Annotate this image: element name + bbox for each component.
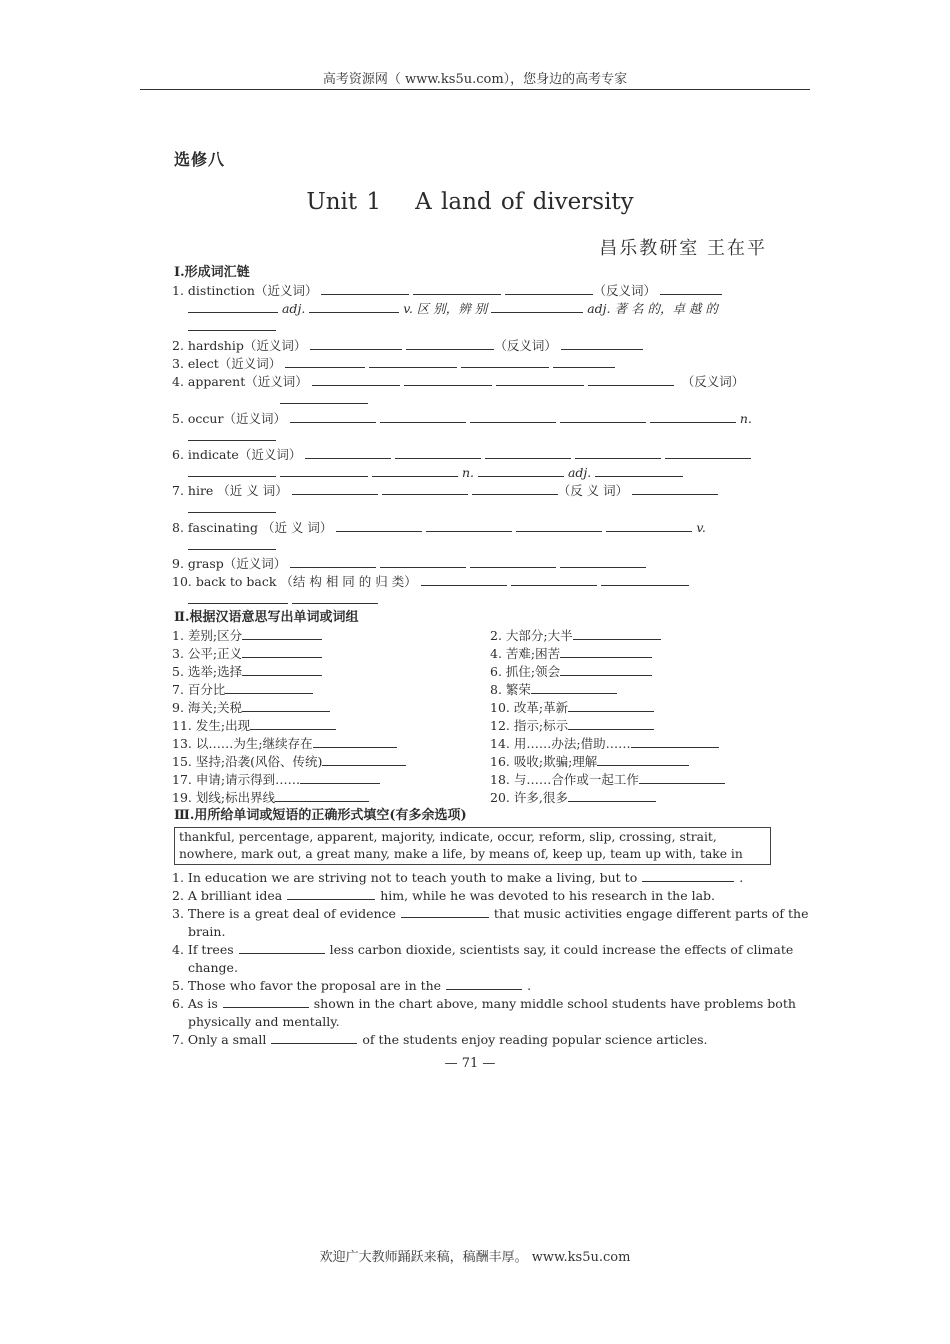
answer-blank xyxy=(561,338,643,350)
answer-blank xyxy=(372,465,458,477)
translation-item-label: 9. 海关;关税 xyxy=(172,700,243,715)
pos-adj-label: adj. xyxy=(567,465,592,480)
translation-item-label: 10. 改革;革新 xyxy=(490,700,569,715)
answer-blank xyxy=(401,906,489,918)
scanned-worksheet xyxy=(170,145,809,1080)
pos-verb-label: v. 区 别，辨 别 xyxy=(403,301,488,316)
answer-blank xyxy=(511,574,597,586)
vocab-item-5-head: 5. occur（近义词） xyxy=(172,411,286,426)
answer-blank xyxy=(250,718,336,730)
translation-item-label: 13. 以……为生;继续存在 xyxy=(172,736,313,751)
translation-item xyxy=(172,681,313,699)
sentence-item xyxy=(172,887,715,905)
answer-blank xyxy=(300,772,380,784)
pos-adj-meaning-label: adj. 著 名 的，卓 越 的 xyxy=(587,301,718,316)
answer-blank xyxy=(485,447,571,459)
answer-blank xyxy=(275,790,369,802)
answer-blank xyxy=(531,682,617,694)
translation-item xyxy=(490,645,652,663)
sentence-item xyxy=(172,995,796,1013)
vocab-item-3 xyxy=(172,355,615,373)
answer-blank xyxy=(380,411,466,423)
answer-blank xyxy=(560,556,646,568)
sentence-text-before: 6. As is xyxy=(172,996,218,1011)
answer-blank xyxy=(225,682,313,694)
pos-noun-label: n. xyxy=(461,465,474,480)
answer-blank xyxy=(575,447,661,459)
vocab-item-1 xyxy=(172,282,722,300)
vocab-item-4-head: 4. apparent（近义词） xyxy=(172,374,308,389)
translation-item xyxy=(490,663,652,681)
answer-blank xyxy=(601,574,689,586)
sentence-item xyxy=(172,941,793,959)
sentence-text-before: 7. Only a small xyxy=(172,1032,267,1047)
answer-blank xyxy=(242,664,322,676)
answer-blank xyxy=(280,465,368,477)
vocab-item-8 xyxy=(172,519,706,537)
answer-blank xyxy=(496,374,584,386)
answer-blank xyxy=(312,374,400,386)
translation-item xyxy=(490,735,719,753)
answer-blank xyxy=(380,556,466,568)
pos-verb-label: v. xyxy=(696,520,706,535)
translation-item xyxy=(172,789,369,807)
word-bank-box xyxy=(174,827,771,865)
translation-item-label: 2. 大部分;大半 xyxy=(490,628,573,643)
sentence-text-after: . xyxy=(527,978,532,993)
answer-blank xyxy=(336,520,422,532)
answer-blank xyxy=(188,319,276,331)
answer-blank xyxy=(470,411,556,423)
translation-item xyxy=(172,753,406,771)
translation-item xyxy=(172,663,322,681)
answer-blank xyxy=(287,888,375,900)
translation-item-label: 14. 用……办法;借助…… xyxy=(490,736,631,751)
translation-item xyxy=(172,717,336,735)
translation-item xyxy=(172,627,322,645)
answer-blank xyxy=(606,520,692,532)
sentence-text-before: 3. There is a great deal of evidence xyxy=(172,906,396,921)
antonym-label: （反义词） xyxy=(593,283,656,298)
answer-blank xyxy=(290,411,376,423)
answer-blank xyxy=(395,447,481,459)
sentence-text-before: 4. If trees xyxy=(172,942,234,957)
answer-blank xyxy=(285,356,365,368)
answer-blank xyxy=(478,465,564,477)
vocab-item-6 xyxy=(172,446,751,464)
sentence-item xyxy=(172,1031,707,1049)
section-1-title: Ⅰ.形成词汇链 xyxy=(174,265,250,280)
translation-item xyxy=(490,753,689,771)
sentence-text-after: of the students enjoy reading popular science articles. xyxy=(362,1032,708,1047)
vocab-item-9 xyxy=(172,555,646,573)
answer-blank xyxy=(322,754,406,766)
vocab-item-10-line-2 xyxy=(188,591,378,609)
vocab-item-2-head: 2. hardship（近义词） xyxy=(172,338,307,353)
answer-blank xyxy=(292,483,378,495)
vocab-item-9-head: 9. grasp（近义词） xyxy=(172,556,287,571)
pos-noun-label: n. xyxy=(739,411,752,426)
answer-blank xyxy=(188,592,288,604)
sentence-text-after: less carbon dioxide, scientists say, it could increase the effects of climate xyxy=(329,942,794,957)
answer-blank xyxy=(406,338,494,350)
translation-item xyxy=(490,789,656,807)
translation-item-label: 11. 发生;出现 xyxy=(172,718,251,733)
vocab-item-10 xyxy=(172,573,689,591)
word-bank-line: thankful, percentage, apparent, majority, indicate, occur, reform, slip, crossing, strait, xyxy=(179,830,717,844)
answer-blank xyxy=(470,556,556,568)
answer-blank xyxy=(188,538,276,550)
translation-item xyxy=(490,681,617,699)
sentence-continuation: physically and mentally. xyxy=(188,1014,340,1029)
answer-blank xyxy=(595,465,683,477)
translation-item xyxy=(172,771,380,789)
answer-blank xyxy=(242,628,322,640)
translation-item xyxy=(172,645,322,663)
answer-blank xyxy=(242,700,330,712)
sentence-item xyxy=(172,977,531,995)
answer-blank xyxy=(382,483,468,495)
answer-blank xyxy=(560,411,646,423)
answer-blank xyxy=(632,483,718,495)
sentence-text-before: 5. Those who favor the proposal are in the xyxy=(172,978,442,993)
translation-item-label: 16. 吸收;欺骗;理解 xyxy=(490,754,598,769)
answer-blank xyxy=(413,283,501,295)
translation-item-label: 8. 繁荣 xyxy=(490,682,531,697)
translation-item-label: 5. 选举;选择 xyxy=(172,664,243,679)
answer-blank xyxy=(642,870,734,882)
author-line: 昌乐教研室 王在平 xyxy=(599,238,767,259)
vocab-item-8-head: 8. fascinating （近 义 词） xyxy=(172,520,333,535)
answer-blank xyxy=(223,996,309,1008)
vocab-item-2 xyxy=(172,337,643,355)
sentence-continuation: change. xyxy=(188,960,238,975)
answer-blank xyxy=(491,301,583,313)
answer-blank xyxy=(516,520,602,532)
vocab-item-1-head: 1. distinction（近义词） xyxy=(172,283,318,298)
sentence-text-after: . xyxy=(739,870,744,885)
translation-item-label: 1. 差别;区分 xyxy=(172,628,243,643)
translation-item-label: 17. 申请;请示得到…… xyxy=(172,772,301,787)
answer-blank xyxy=(290,556,376,568)
answer-blank xyxy=(310,338,402,350)
translation-item xyxy=(490,699,654,717)
answer-blank xyxy=(305,447,391,459)
answer-blank xyxy=(597,754,689,766)
answer-blank xyxy=(650,411,736,423)
answer-blank xyxy=(665,447,751,459)
answer-blank xyxy=(188,465,276,477)
sentence-text-before: 2. A brilliant idea xyxy=(172,888,283,903)
pos-adj-label: adj. xyxy=(281,301,306,316)
answer-blank xyxy=(292,592,378,604)
translation-item-label: 19. 划线;标出界线 xyxy=(172,790,276,805)
vocab-item-1-line-2 xyxy=(188,300,718,318)
answer-blank xyxy=(271,1032,357,1044)
translation-item xyxy=(490,717,654,735)
book-label: 选修八 xyxy=(174,150,226,169)
translation-item-label: 6. 抓住;领会 xyxy=(490,664,561,679)
header-divider xyxy=(140,89,810,90)
answer-blank xyxy=(568,700,654,712)
answer-blank xyxy=(426,520,512,532)
answer-blank xyxy=(188,301,278,313)
translation-item xyxy=(172,699,330,717)
vocab-item-1-line-3 xyxy=(188,318,276,336)
word-bank-line: nowhere, mark out, a great many, make a life, by means of, keep up, team up with, take in xyxy=(179,847,743,861)
answer-blank xyxy=(505,283,593,295)
unit-number: Unit 1 xyxy=(306,189,382,215)
answer-blank xyxy=(369,356,457,368)
answer-blank xyxy=(472,483,558,495)
answer-blank xyxy=(568,790,656,802)
answer-blank xyxy=(461,356,549,368)
sentence-text-before: 1. In education we are striving not to teach youth to make a living, but to xyxy=(172,870,638,885)
answer-blank xyxy=(242,646,322,658)
translation-item-label: 20. 许多,很多 xyxy=(490,790,568,805)
answer-blank xyxy=(188,429,276,441)
translation-item-label: 12. 指示;标示 xyxy=(490,718,569,733)
answer-blank xyxy=(321,283,409,295)
translation-item-label: 7. 百分比 xyxy=(172,682,226,697)
section-2-title: Ⅱ.根据汉语意思写出单词或词组 xyxy=(174,610,359,625)
vocab-item-3-head: 3. elect（近义词） xyxy=(172,356,282,371)
answer-blank xyxy=(404,374,492,386)
answer-blank xyxy=(239,942,325,954)
page-number: — 71 — xyxy=(444,1056,496,1071)
unit-topic: A land of diversity xyxy=(415,189,634,215)
answer-blank xyxy=(309,301,399,313)
translation-item xyxy=(490,771,725,789)
answer-blank xyxy=(313,736,397,748)
answer-blank xyxy=(280,392,368,404)
sentence-item xyxy=(172,869,743,887)
answer-blank xyxy=(421,574,507,586)
translation-item-label: 4. 苦难;困苦 xyxy=(490,646,561,661)
vocab-item-7-line-2 xyxy=(188,500,276,518)
vocab-item-8-line-2 xyxy=(188,537,276,555)
translation-item-label: 18. 与……合作或一起工作 xyxy=(490,772,639,787)
answer-blank xyxy=(560,664,652,676)
answer-blank xyxy=(631,736,719,748)
answer-blank xyxy=(573,628,661,640)
vocab-item-6-line-2 xyxy=(188,464,683,482)
answer-blank xyxy=(568,718,654,730)
page-footer: 欢迎广大教师踊跃来稿，稿酬丰厚。 www.ks5u.com xyxy=(319,1250,631,1265)
antonym-label: （反义词） xyxy=(494,338,557,353)
translation-item xyxy=(172,735,397,753)
answer-blank xyxy=(553,356,615,368)
sentence-text-after: shown in the chart above, many middle school students have problems both xyxy=(313,996,796,1011)
answer-blank xyxy=(446,978,522,990)
translation-item-label: 3. 公平;正义 xyxy=(172,646,243,661)
vocab-item-4-line-2 xyxy=(280,391,368,409)
vocab-item-4 xyxy=(172,373,744,391)
vocab-item-5 xyxy=(172,410,752,428)
page-header: 高考资源网（ www.ks5u.com），您身边的高考专家 xyxy=(322,72,628,87)
antonym-label: （反义词） xyxy=(681,374,745,389)
vocab-item-7-head: 7. hire （近 义 词） xyxy=(172,483,288,498)
sentence-text-after: that music activities engage different parts of the xyxy=(493,906,809,921)
antonym-label: （反 义 词） xyxy=(557,483,629,498)
answer-blank xyxy=(560,646,652,658)
answer-blank xyxy=(639,772,725,784)
vocab-item-7 xyxy=(172,482,718,500)
translation-item xyxy=(490,627,661,645)
section-3-title: Ⅲ.用所给单词或短语的正确形式填空(有多余选项) xyxy=(174,808,467,823)
answer-blank xyxy=(188,501,276,513)
sentence-text-after: him, while he was devoted to his research in the lab. xyxy=(380,888,716,903)
sentence-continuation: brain. xyxy=(188,924,226,939)
translation-item-label: 15. 坚持;沿袭(风俗、传统) xyxy=(172,754,323,769)
vocab-item-5-line-2 xyxy=(188,428,276,446)
unit-title xyxy=(170,189,770,215)
vocab-item-10-head: 10. back to back （结 构 相 同 的 归 类） xyxy=(172,574,417,589)
vocab-item-6-head: 6. indicate（近义词） xyxy=(172,447,302,462)
answer-blank xyxy=(660,283,722,295)
answer-blank xyxy=(588,374,674,386)
sentence-item xyxy=(172,905,809,923)
